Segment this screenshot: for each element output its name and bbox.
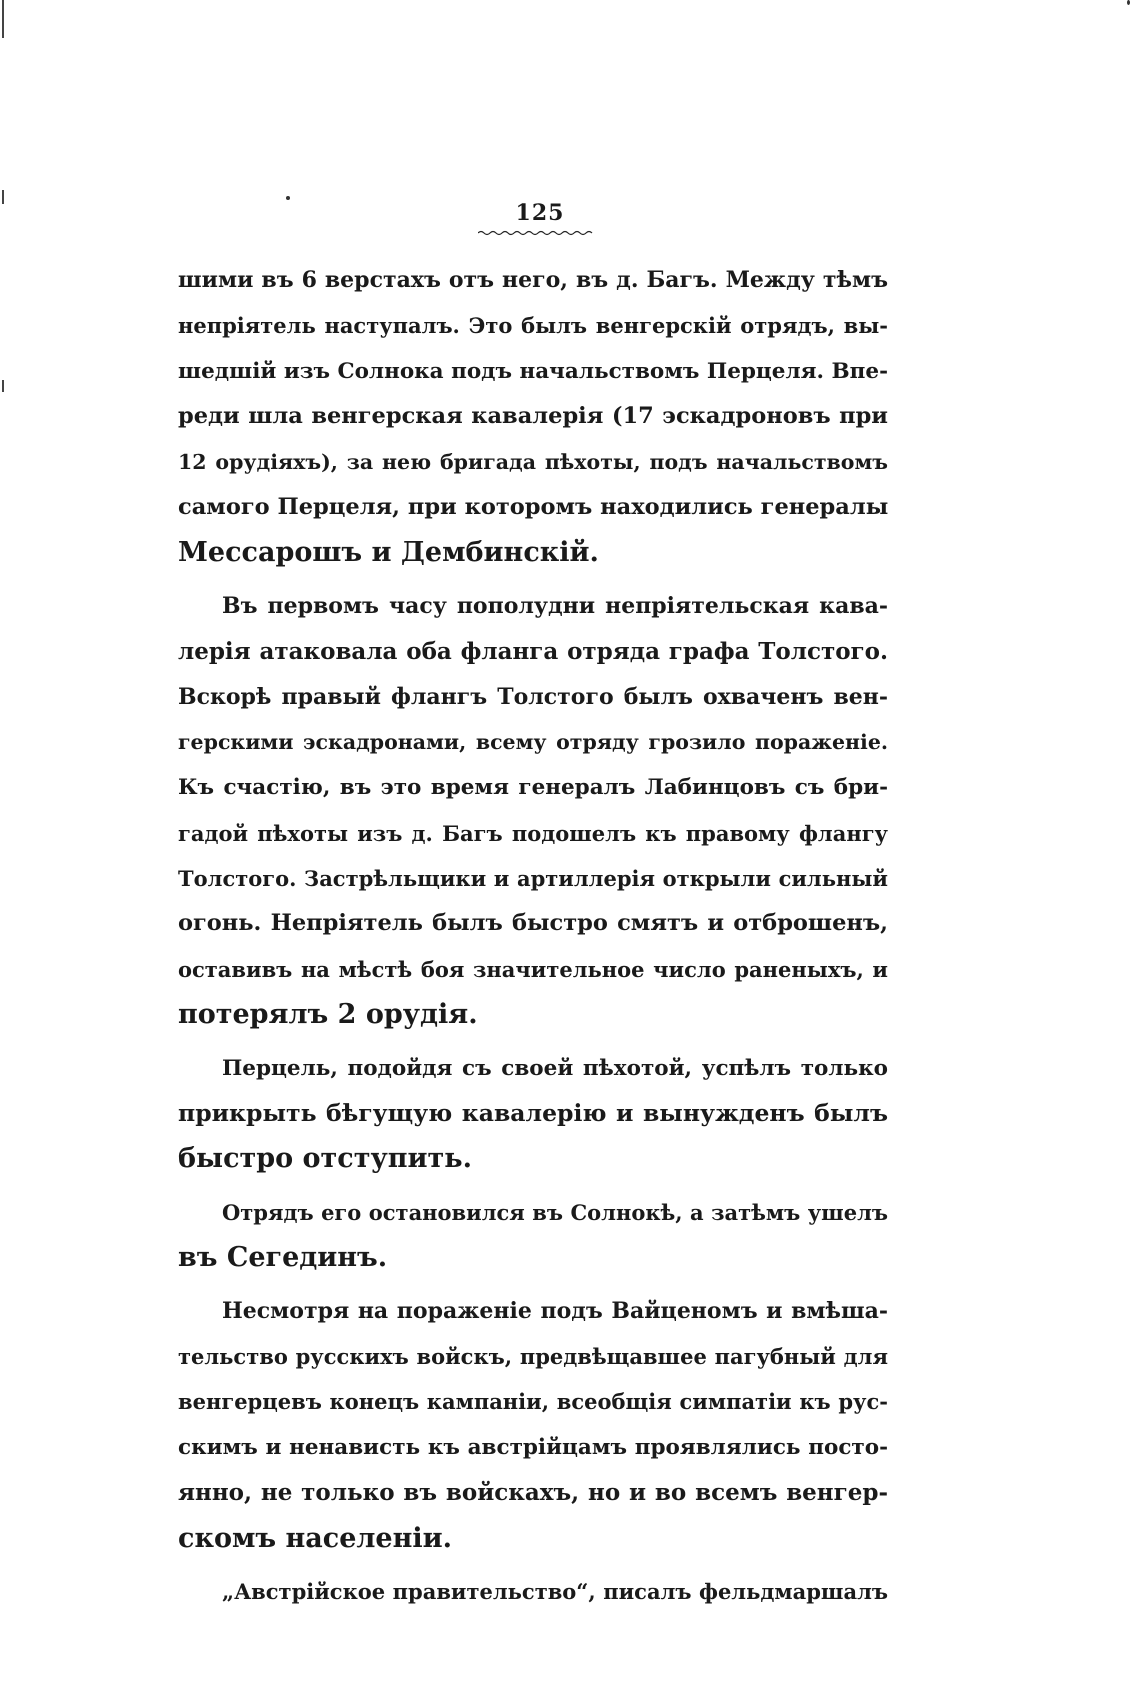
text-line: быстро отступить. [178,1143,472,1175]
scan-edge-mark [2,380,4,392]
text-line: „Австрійское правительство“, писалъ фельдмаршалъ [222,1578,888,1604]
paragraph [178,1190,888,1281]
text-line: шими въ 6 верстахъ отъ него, въ д. Багъ. Между тѣмъ [178,267,888,293]
text-line: огонь. Непріятель былъ быстро смятъ и отброшенъ, [178,910,888,937]
text-line: Въ первомъ часу пополудни непріятельская кава- [222,592,888,619]
text-line: непріятель наступалъ. Это былъ венгерскій отрядъ, вы- [178,313,888,339]
text-line: венгерцевъ конецъ кампаніи, всеобщія симпатіи къ рус- [178,1389,888,1415]
text-line: Толстого. Застрѣльщики и артиллерія открыли сильный [178,866,888,892]
scan-edge-mark [2,0,4,38]
text-line: прикрыть бѣгущую кавалерію и вынужденъ былъ [178,1099,888,1128]
scan-speck [286,196,290,200]
body-text [178,258,888,1614]
text-line: гадой пѣхоты изъ д. Багъ подошелъ къ правому флангу [178,820,888,846]
text-line: Несмотря на пораженіе подъ Вайценомъ и вмѣша- [222,1297,888,1324]
page-number: 125 [515,200,565,226]
text-line: реди шла венгерская кавалерія (17 эскадроновъ при [178,403,888,430]
text-line: Мессарошъ и Дембинскій. [178,537,599,569]
text-line: потерялъ 2 орудія. [178,999,478,1031]
paragraph [178,1046,888,1182]
text-line: Вскорѣ правый флангъ Толстого былъ охваченъ вен- [178,683,888,710]
text-line: шедшій изъ Солнока подъ начальствомъ Перцеля. Впе- [178,358,888,384]
scan-speck [1127,0,1130,5]
page-number-rule [478,230,594,236]
text-line: янно, не только въ войскахъ, но и во всемъ венгер- [178,1479,888,1507]
text-line: лерія атаковала оба фланга отряда графа Толстого. [178,638,888,666]
text-line: Отрядъ его остановился въ Солнокѣ, а затѣмъ ушелъ [222,1199,888,1225]
paragraph [178,258,888,576]
text-line: Къ счастію, въ это время генералъ Лабинцовъ съ бри- [178,775,888,801]
text-line: въ Сегединъ. [178,1242,388,1274]
text-line: герскими эскадронами, всему отряду грозило пораженіе. [178,729,888,754]
text-line: скомъ населеніи. [178,1522,453,1554]
paragraph [178,1289,888,1561]
paragraph [178,1569,888,1614]
paragraph [178,584,888,1038]
text-line: 12 орудіяхъ), за нею бригада пѣхоты, подъ начальствомъ [178,449,888,474]
scan-edge-mark [2,190,4,204]
text-line: самого Перцеля, при которомъ находились генералы [178,493,888,520]
text-line: скимъ и ненависть къ австрійцамъ проявлялись посто- [178,1434,888,1460]
text-line: тельство русскихъ войскъ, предвѣщавшее пагубный для [178,1343,888,1369]
text-line: оставивъ на мѣстѣ боя значительное число раненыхъ, и [178,956,888,982]
text-line: Перцель, подойдя съ своей пѣхотой, успѣлъ только [222,1055,888,1081]
